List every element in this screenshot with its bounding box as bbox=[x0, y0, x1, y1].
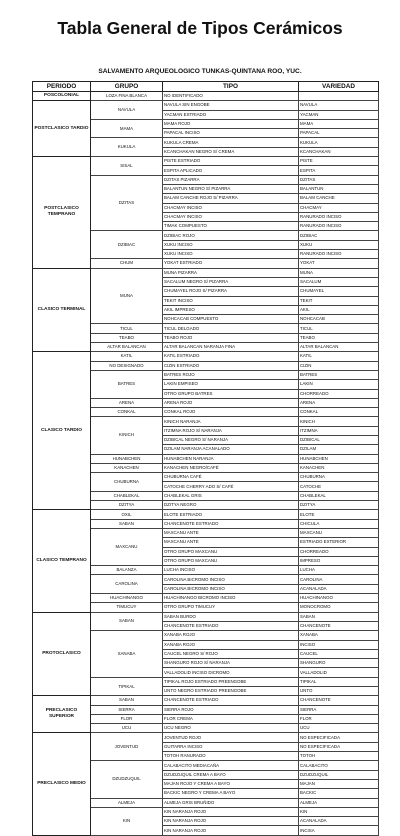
variety-cell: XANABA bbox=[299, 631, 379, 640]
type-cell: NO IDENTIFICADO bbox=[163, 92, 299, 101]
group-cell: ALMEJA bbox=[91, 798, 163, 807]
type-cell: DZITAS PIZARRA bbox=[163, 175, 299, 184]
type-cell: CHABLEKAL GRIS bbox=[163, 491, 299, 500]
variety-cell: YOKAT bbox=[299, 259, 379, 268]
variety-cell: BALAM CANCHE bbox=[299, 194, 379, 203]
variety-cell: NO ESPECIFICADA bbox=[299, 733, 379, 742]
variety-cell: KATIL bbox=[299, 352, 379, 361]
type-cell: FLOR CREMA bbox=[163, 714, 299, 723]
period-cell: POSCOLONIAL bbox=[33, 92, 91, 101]
type-cell: SACALUM NEGRO S/ PIZARRA bbox=[163, 277, 299, 286]
group-cell: LOZA FINA BLANCA bbox=[91, 92, 163, 101]
variety-cell: MAMA bbox=[299, 119, 379, 128]
type-cell: PAPACAL INCISO bbox=[163, 129, 299, 138]
page-title: Tabla General de Tipos Cerámicos bbox=[57, 18, 343, 38]
table-row bbox=[33, 268, 379, 277]
variety-cell: CATOCHE bbox=[299, 482, 379, 491]
type-cell: BATRES ROJO bbox=[163, 370, 299, 379]
variety-cell: UCU bbox=[299, 724, 379, 733]
group-cell: DZITYA bbox=[91, 501, 163, 510]
type-cell: ALMEJA GRIS BRUÑIDO bbox=[163, 798, 299, 807]
variety-cell: DZITYA bbox=[299, 501, 379, 510]
variety-cell: HUNABCHEN bbox=[299, 454, 379, 463]
type-cell: CHACMAY INCISO bbox=[163, 212, 299, 221]
group-cell: TEABO bbox=[91, 333, 163, 342]
variety-cell: YACMAN bbox=[299, 110, 379, 119]
type-cell: SABAN BURDO bbox=[163, 612, 299, 621]
type-cell: NAVULA SIN ENGOBE bbox=[163, 101, 299, 110]
variety-cell: CHUBURNA bbox=[299, 473, 379, 482]
type-cell: YACMAN ESTRIADO bbox=[163, 110, 299, 119]
variety-cell: KIN bbox=[299, 807, 379, 816]
variety-cell: RANURADO INCISO bbox=[299, 222, 379, 231]
type-cell: MAMA ROJO bbox=[163, 119, 299, 128]
variety-cell: CAROLINA bbox=[299, 575, 379, 584]
type-cell: ITZIMNA ROJO S/ NARANJA bbox=[163, 426, 299, 435]
variety-cell: NO ESPECIFICADA bbox=[299, 742, 379, 751]
variety-cell: MONOCROMO bbox=[299, 603, 379, 612]
type-cell: ARENA ROJO bbox=[163, 398, 299, 407]
type-cell: CAROLINA BICROMO INCISO bbox=[163, 575, 299, 584]
type-cell: OTRO GRUPO TIMUCUY bbox=[163, 603, 299, 612]
variety-cell: RANURADO INCISO bbox=[299, 212, 379, 221]
group-cell: MAXCANU bbox=[91, 528, 163, 565]
group-cell: DZUDZUQUIL bbox=[91, 761, 163, 798]
type-cell: KCANCHAKAN NEGRO S/ CREMA bbox=[163, 147, 299, 156]
type-cell: MAXCANU ANTE bbox=[163, 528, 299, 537]
table-row bbox=[33, 101, 379, 110]
variety-cell: CALABACITO bbox=[299, 761, 379, 770]
group-cell: XANABA bbox=[91, 631, 163, 677]
type-cell: UNTO NEGRO ESTRIADO PREENGOBE bbox=[163, 687, 299, 696]
type-cell: TICUL DELGADO bbox=[163, 324, 299, 333]
type-cell: KATIL ESTRIADO bbox=[163, 352, 299, 361]
type-cell: MAXCANU ANTE bbox=[163, 538, 299, 547]
variety-cell: HUACHINANGO bbox=[299, 594, 379, 603]
group-cell: CHUBURNA bbox=[91, 473, 163, 492]
table-row bbox=[33, 352, 379, 361]
variety-cell: ELOTE bbox=[299, 510, 379, 519]
group-cell: DZIBIAC bbox=[91, 231, 163, 259]
variety-cell: LUCHA bbox=[299, 566, 379, 575]
variety-cell bbox=[299, 92, 379, 101]
type-cell: OTRO GRUPO MAXCANU bbox=[163, 547, 299, 556]
type-cell: CIZIN ESTRIADO bbox=[163, 361, 299, 370]
variety-cell: TIPIKAL bbox=[299, 677, 379, 686]
type-cell: DZUDZUQUIL CREMA A BAYO bbox=[163, 770, 299, 779]
type-cell: CHACMAY INCISO bbox=[163, 203, 299, 212]
type-cell: TIMAK COMPUESTO bbox=[163, 222, 299, 231]
type-cell: CALABACITO MEDIACAÑA bbox=[163, 761, 299, 770]
period-cell: CLASICO TARDIO bbox=[33, 352, 91, 510]
group-cell: KATIL bbox=[91, 352, 163, 361]
type-cell: CHUBURNA CAFÉ bbox=[163, 473, 299, 482]
type-cell: HUACHINANGO BICROMO INCISO bbox=[163, 594, 299, 603]
variety-cell: LAKIN bbox=[299, 380, 379, 389]
variety-cell: MAJAN bbox=[299, 779, 379, 788]
variety-cell: MAXCANU bbox=[299, 528, 379, 537]
type-cell: JOVENTUD ROJO bbox=[163, 733, 299, 742]
type-cell: UCU NEGRO bbox=[163, 724, 299, 733]
ceramic-types-table bbox=[32, 81, 379, 836]
variety-cell: BATRES bbox=[299, 370, 379, 379]
table-row bbox=[33, 92, 379, 101]
group-cell: ARENA bbox=[91, 398, 163, 407]
group-cell: KIN bbox=[91, 807, 163, 835]
variety-cell: ALTAR BALANCAN bbox=[299, 343, 379, 352]
variety-cell: KANACHEN bbox=[299, 463, 379, 472]
group-cell: NO DESIGNADO bbox=[91, 361, 163, 370]
group-cell: SABAN bbox=[91, 696, 163, 705]
variety-cell: NOHCACAB bbox=[299, 315, 379, 324]
variety-cell: CHUMAYEL bbox=[299, 287, 379, 296]
type-cell: TEKIT INCISO bbox=[163, 296, 299, 305]
group-cell: UCU bbox=[91, 724, 163, 733]
table-body bbox=[33, 92, 379, 836]
variety-cell: SABAN bbox=[299, 612, 379, 621]
type-cell: KUKULA CREMA bbox=[163, 138, 299, 147]
period-cell: CLASICO TERMINAL bbox=[33, 268, 91, 352]
variety-cell: SACALUM bbox=[299, 277, 379, 286]
group-cell: KINICH bbox=[91, 417, 163, 454]
group-cell: SABAN bbox=[91, 612, 163, 631]
type-cell: SIERRA ROJO bbox=[163, 705, 299, 714]
variety-cell: IMPRESO bbox=[299, 556, 379, 565]
type-cell: CHUMAYEL ROJO S/ PIZARRA bbox=[163, 287, 299, 296]
type-cell: CATOCHE CHERRY ADO S/ CAFÉ bbox=[163, 482, 299, 491]
variety-cell: ESPITA bbox=[299, 166, 379, 175]
type-cell: AKIL IMPRESO bbox=[163, 305, 299, 314]
variety-cell: CIZIN bbox=[299, 361, 379, 370]
type-cell: KIN NARANJA ROJO bbox=[163, 817, 299, 826]
group-cell: CHABLEKAL bbox=[91, 491, 163, 500]
variety-cell: KINICH bbox=[299, 417, 379, 426]
variety-cell: VALLADOLID bbox=[299, 668, 379, 677]
variety-cell: BACKIC bbox=[299, 789, 379, 798]
type-cell: YOKAT ESTRIADO bbox=[163, 259, 299, 268]
group-cell: KANACHEN bbox=[91, 463, 163, 472]
variety-cell: AKIL bbox=[299, 305, 379, 314]
group-cell: TICUL bbox=[91, 324, 163, 333]
group-cell: KUKULA bbox=[91, 138, 163, 157]
group-cell: TIMUCUY bbox=[91, 603, 163, 612]
type-cell: CAROLINA BICROMO INCISO bbox=[163, 584, 299, 593]
page-subtitle: SALVAMENTO ARQUEOLOGICO TUNKAS-QUINTANA ROO, YUC. bbox=[98, 68, 302, 75]
variety-cell: DZITAS bbox=[299, 175, 379, 184]
variety-cell: BALANTUN bbox=[299, 184, 379, 193]
type-cell: KIN NARANJA ROJO bbox=[163, 826, 299, 835]
variety-cell: ITZIMNA bbox=[299, 426, 379, 435]
type-cell: DZIBIAC ROJO bbox=[163, 231, 299, 240]
type-cell: MAJAN ROJO Y CREMA A BAYO bbox=[163, 779, 299, 788]
type-cell: DZILAM NARANJA ACANALADO bbox=[163, 445, 299, 454]
variety-cell: CAUCEL bbox=[299, 649, 379, 658]
variety-cell: CHANCENOTE bbox=[299, 696, 379, 705]
table-row bbox=[33, 510, 379, 519]
variety-cell: CONKAL bbox=[299, 408, 379, 417]
type-cell: SHANGURO ROJO S/ NARANJA bbox=[163, 659, 299, 668]
variety-cell: PISTE bbox=[299, 157, 379, 166]
group-cell: CAROLINA bbox=[91, 575, 163, 594]
period-cell: PRECLASICO MEDIO bbox=[33, 733, 91, 835]
group-cell: FLOR bbox=[91, 714, 163, 723]
group-cell: TIPIKAL bbox=[91, 677, 163, 696]
variety-cell: MUNA bbox=[299, 268, 379, 277]
variety-cell: TICUL bbox=[299, 324, 379, 333]
variety-cell: ESTRIADO EXTERIOR bbox=[299, 538, 379, 547]
type-cell: BALANTUN NEGRO S/ PIZARRA bbox=[163, 184, 299, 193]
variety-cell: TEABO bbox=[299, 333, 379, 342]
variety-cell: DZIBIAC bbox=[299, 231, 379, 240]
period-cell: PROTOCLASICO bbox=[33, 612, 91, 696]
type-cell: KIN NARANJA ROJO bbox=[163, 807, 299, 816]
type-cell: LAKIN EMPISEO bbox=[163, 380, 299, 389]
type-cell: HUNABCHEN NARANJA bbox=[163, 454, 299, 463]
group-cell: HUNABCHEN bbox=[91, 454, 163, 463]
variety-cell: DZILAM bbox=[299, 445, 379, 454]
variety-cell: FLOR bbox=[299, 714, 379, 723]
variety-cell: CHANCENOTE bbox=[299, 621, 379, 630]
type-cell: VALLADOLID INCISO DICROMO bbox=[163, 668, 299, 677]
period-cell: CLASICO TEMPRANO bbox=[33, 510, 91, 612]
type-cell: CONKAL ROJO bbox=[163, 408, 299, 417]
variety-cell: CHICULA bbox=[299, 519, 379, 528]
group-cell: SIERRA bbox=[91, 705, 163, 714]
type-cell: PISTE ESTRIADO bbox=[163, 157, 299, 166]
group-cell: MUNA bbox=[91, 268, 163, 324]
variety-cell: NAVULA bbox=[299, 101, 379, 110]
group-cell: CHUM bbox=[91, 259, 163, 268]
period-cell: PRECLASICO SUPERIOR bbox=[33, 696, 91, 733]
type-cell: XUKU INCISO bbox=[163, 240, 299, 249]
type-cell: XUKU INCISO bbox=[163, 250, 299, 259]
variety-cell: DZUDZUQUIL bbox=[299, 770, 379, 779]
group-cell: JOVENTUD bbox=[91, 733, 163, 761]
table-row bbox=[33, 612, 379, 621]
group-cell: BALANZA bbox=[91, 566, 163, 575]
type-cell: TEABO ROJO bbox=[163, 333, 299, 342]
variety-cell: DZIBICAL bbox=[299, 435, 379, 444]
variety-cell: KUKULA bbox=[299, 138, 379, 147]
type-cell: DZIBICAL NEGRO S/ NARANJA bbox=[163, 435, 299, 444]
variety-cell: TEKIT bbox=[299, 296, 379, 305]
type-cell: DZITYA NEGRO bbox=[163, 501, 299, 510]
type-cell: OTRO GRUPO MAXCANU bbox=[163, 556, 299, 565]
type-cell: ALTAR BALANCAN NARANJA FINA bbox=[163, 343, 299, 352]
group-cell: HUACHINANGO bbox=[91, 594, 163, 603]
type-cell: CHANCENOTE ESTRIADO bbox=[163, 519, 299, 528]
group-cell: NAVULA bbox=[91, 101, 163, 120]
group-cell: ALTAR BALANCAN bbox=[91, 343, 163, 352]
variety-cell: ACANALADA bbox=[299, 817, 379, 826]
variety-cell: UNTO bbox=[299, 687, 379, 696]
table-header-row bbox=[33, 82, 379, 92]
group-cell: SISAL bbox=[91, 157, 163, 176]
variety-cell: SHANGURO bbox=[299, 659, 379, 668]
variety-cell: CHACMAY bbox=[299, 203, 379, 212]
variety-cell: KCANCHAKAN bbox=[299, 147, 379, 156]
type-cell: MUNA PIZARRA bbox=[163, 268, 299, 277]
variety-cell: XUKU bbox=[299, 240, 379, 249]
table-row bbox=[33, 733, 379, 742]
variety-cell: INCISO bbox=[299, 640, 379, 649]
variety-cell: SIERRA bbox=[299, 705, 379, 714]
header-tipo: TIPO bbox=[163, 82, 299, 92]
group-cell: OXIL bbox=[91, 510, 163, 519]
table-row bbox=[33, 696, 379, 705]
type-cell: CHANCENOTE ESTRIADO bbox=[163, 621, 299, 630]
group-cell: SABAN bbox=[91, 519, 163, 528]
variety-cell: CHORREADO bbox=[299, 389, 379, 398]
variety-cell: TOTOH bbox=[299, 752, 379, 761]
variety-cell: INCISA bbox=[299, 826, 379, 835]
type-cell: TOTOH RANURADO bbox=[163, 752, 299, 761]
group-cell: MAMA bbox=[91, 119, 163, 138]
type-cell: ELOTE ESTRIADO bbox=[163, 510, 299, 519]
variety-cell: ACANALADA bbox=[299, 584, 379, 593]
variety-cell: ARENA bbox=[299, 398, 379, 407]
variety-cell: CHABLEKAL bbox=[299, 491, 379, 500]
variety-cell: PAPACAL bbox=[299, 129, 379, 138]
period-cell: POSTCLASICO TEMPRANO bbox=[33, 157, 91, 269]
type-cell: BACKIC NEGRO Y CREMA A BAYO bbox=[163, 789, 299, 798]
header-variedad: VARIEDAD bbox=[299, 82, 379, 92]
type-cell: XANABA ROJO bbox=[163, 640, 299, 649]
type-cell: KANACHEN NEGRO/CAFÉ bbox=[163, 463, 299, 472]
type-cell: TIPIKAL ROJO ESTRIADO PREENGOBE bbox=[163, 677, 299, 686]
type-cell: ESPITA APLICADO bbox=[163, 166, 299, 175]
header-grupo: GRUPO bbox=[91, 82, 163, 92]
type-cell: XANABA ROJO bbox=[163, 631, 299, 640]
type-cell: GUITARRA INCISO bbox=[163, 742, 299, 751]
group-cell: DZITAS bbox=[91, 175, 163, 231]
type-cell: CHANCENOTE ESTRIADO bbox=[163, 696, 299, 705]
period-cell: POSTCLASICO TARDIO bbox=[33, 101, 91, 157]
type-cell: OTRO GRUPO BATRES bbox=[163, 389, 299, 398]
type-cell: LUCHA INCISO bbox=[163, 566, 299, 575]
type-cell: NOHCACAB COMPUESTO bbox=[163, 315, 299, 324]
table-row bbox=[33, 157, 379, 166]
type-cell: KINICH NARANJA bbox=[163, 417, 299, 426]
variety-cell: CHORREADO bbox=[299, 547, 379, 556]
header-periodo: PERIODO bbox=[33, 82, 91, 92]
variety-cell: RANURADO INCISO bbox=[299, 250, 379, 259]
group-cell: CONKAL bbox=[91, 408, 163, 417]
variety-cell: ALMEJA bbox=[299, 798, 379, 807]
group-cell: BATRES bbox=[91, 370, 163, 398]
type-cell: BALAM CANCHE ROJO S/ PIZARRA bbox=[163, 194, 299, 203]
type-cell: CAUCEL NEGRO S/ ROJO bbox=[163, 649, 299, 658]
